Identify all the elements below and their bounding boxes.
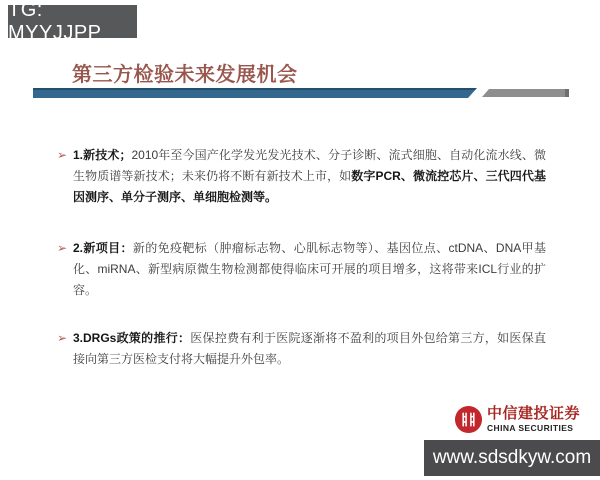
logo-name-cn: 中信建投证券 [487,406,581,422]
watermark-url-bar [424,440,600,476]
watermark-url-text: www.sdsdkyw.com [432,447,592,468]
bullet-item-new-projects [57,238,546,301]
bullet-item-new-technology [57,145,546,208]
china-securities-wordmark [487,406,580,433]
bullet-segment: 2010年至今国产化学发光发光技术、分子诊断、流式细胞、自动化流水线、微生物质谱等新技术；未来仍将不断有新技术上市，如 [73,148,546,183]
bullet-arrow-icon: ➢ [57,148,68,162]
slide-title: 第三方检验未来发展机会 [72,64,298,86]
title-divider-gray-bar [482,89,569,97]
bullet-segment: 数字PCR、微流控芯片、三代四代基因测序、单分子测序、单细胞检测等。 [73,169,546,204]
tg-watermark-text: TG: MYYJJPP [8,0,102,44]
tg-watermark-badge [8,0,137,44]
bullet-item-drgs-policy [57,328,546,370]
bullet-segment: 3.DRGs政策的推行： [73,331,191,345]
bullet-arrow-icon: ➢ [57,331,68,345]
bullet-segment: 医保控费有利于医院逐渐将不盈利的项目外包给第三方，如医保直接向第三方医检支付将大幅提升外包率。 [73,331,546,366]
bullet-segment: 1.新技术； [73,148,132,162]
bullet-segment: 2.新项目： [73,241,133,255]
bullet-list [57,145,546,370]
title-divider-blue-bar [33,88,477,98]
china-securities-logo [454,404,580,435]
china-securities-seal-icon [454,405,483,434]
bullet-segment: 新的免疫靶标（肿瘤标志物、心肌标志物等）、基因位点、ctDNA、DNA甲基化、miRNA、新型病原微生物检测都使得临床可开展的项目增多，这将带来ICL行业的扩容。 [73,241,546,297]
logo-name-en: CHINA SECURITIES [487,423,574,433]
bullet-arrow-icon: ➢ [57,241,68,255]
